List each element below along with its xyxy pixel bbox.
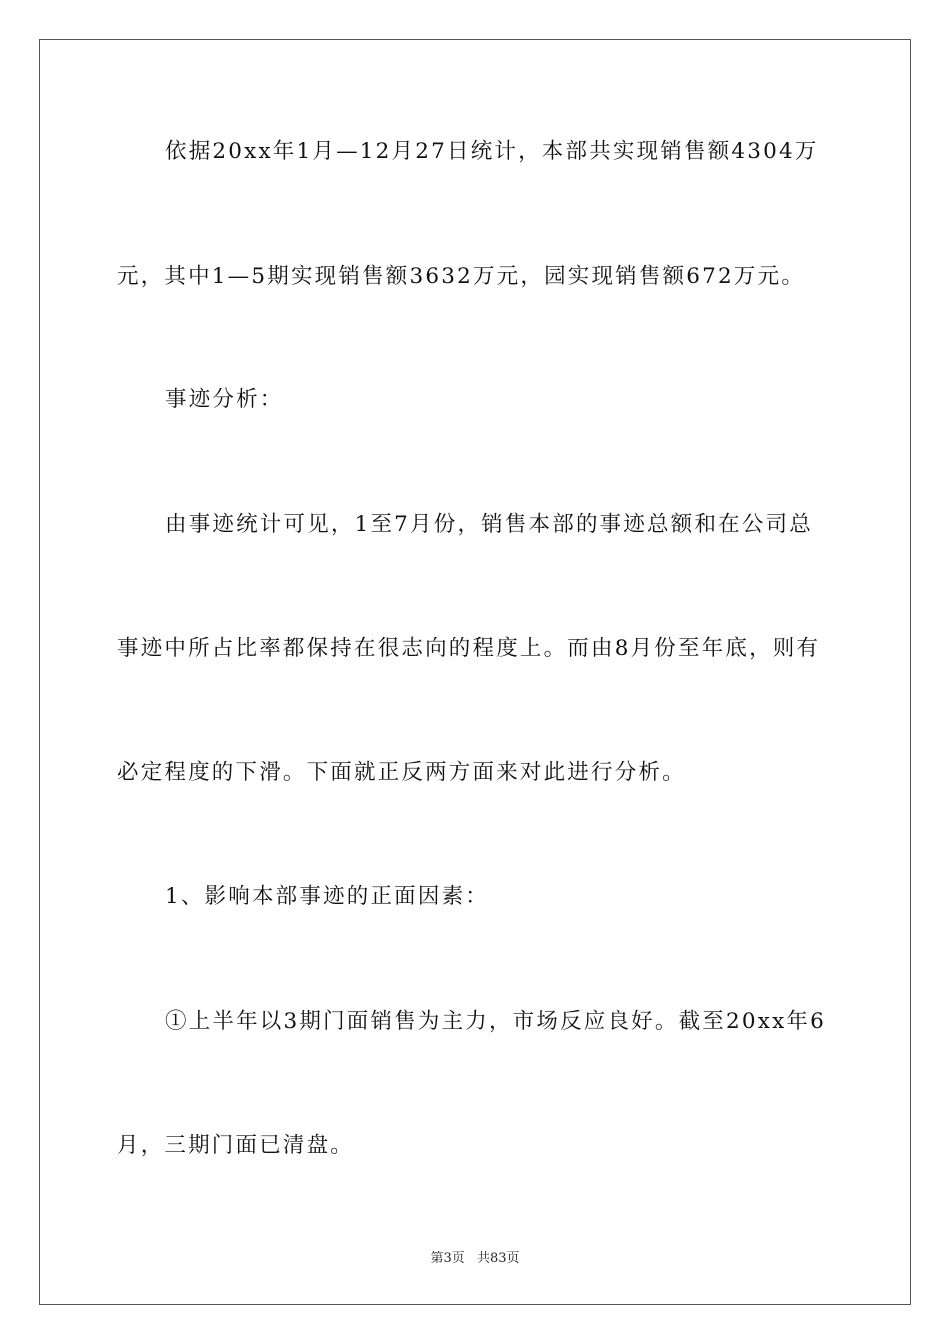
page-footer bbox=[0, 1247, 950, 1266]
paragraph-line-1: 依据20xx年1月—12月27日统计，本部共实现销售额4304万 bbox=[165, 139, 819, 164]
paragraph-line-7: 月，三期门面已清盘。 bbox=[117, 1133, 355, 1158]
page-number: 第3页 bbox=[430, 1251, 465, 1266]
paragraph-line-2: 元，其中1—5期实现销售额3632万元，园实现销售额672万元。 bbox=[117, 264, 806, 289]
paragraph-line-6: ①上半年以3期门面销售为主力，市场反应良好。截至20xx年6 bbox=[165, 1009, 826, 1034]
section-heading-positive-factors: 1、影响本部事迹的正面因素： bbox=[165, 884, 489, 909]
section-heading-analysis: 事迹分析： bbox=[165, 387, 284, 412]
paragraph-line-5: 必定程度的下滑。下面就正反两方面来对此进行分析。 bbox=[117, 760, 686, 785]
page-border bbox=[39, 39, 911, 1305]
paragraph-line-3: 由事迹统计可见，1至7月份，销售本部的事迹总额和在公司总 bbox=[165, 512, 813, 537]
paragraph-line-4: 事迹中所占比率都保持在很志向的程度上。而由8月份至年底，则有 bbox=[117, 636, 821, 661]
total-pages: 共83页 bbox=[476, 1251, 520, 1266]
